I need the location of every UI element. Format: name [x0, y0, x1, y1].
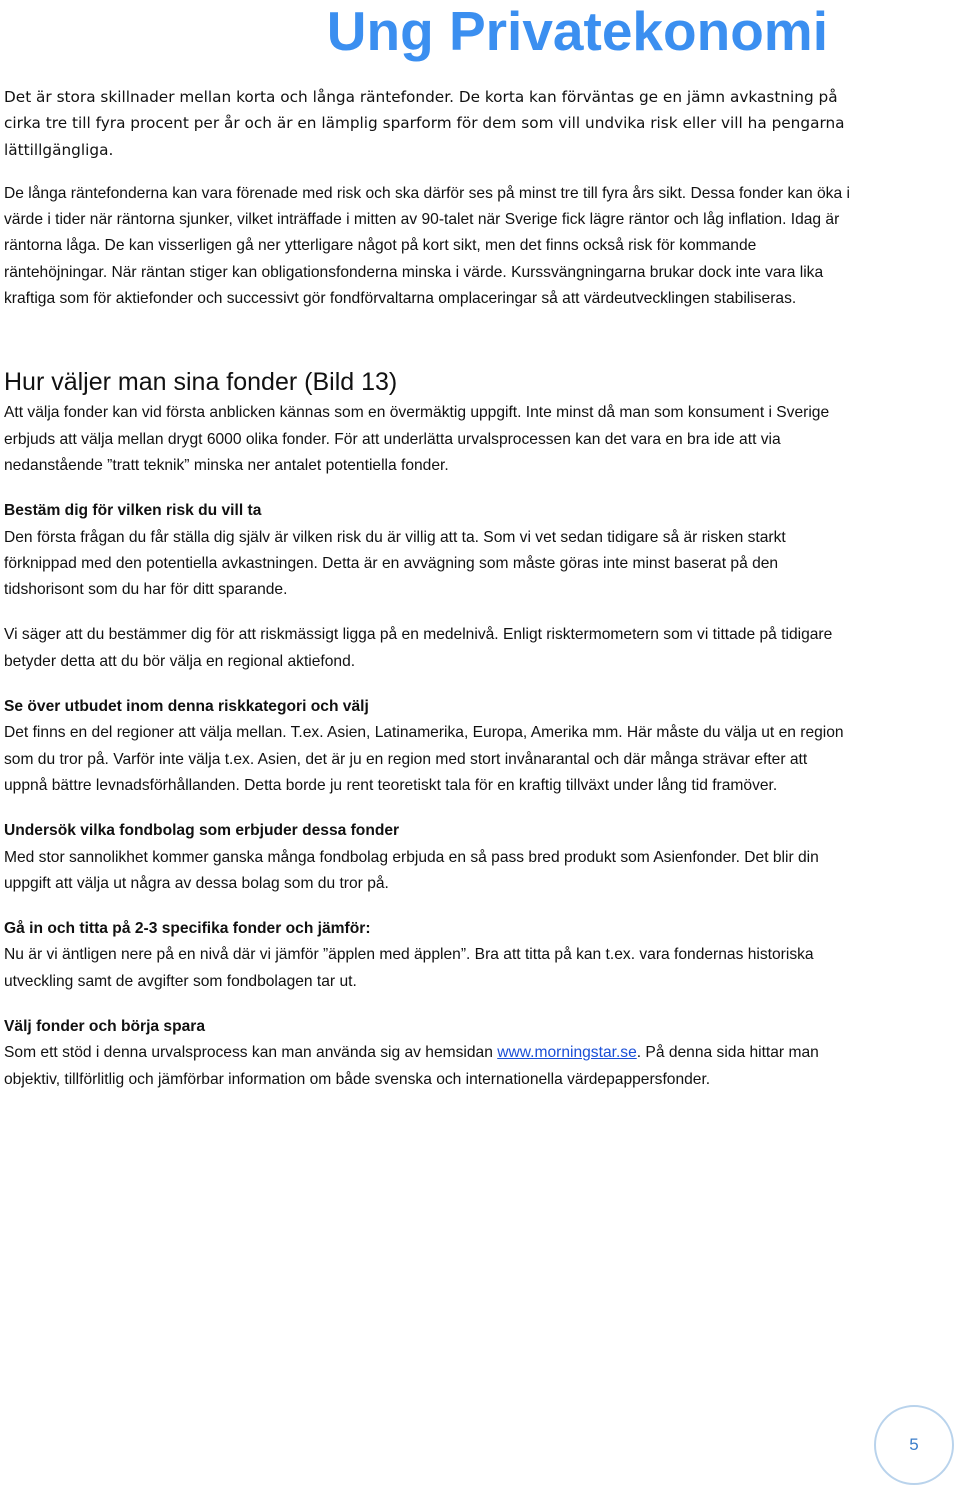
page-number: 5 — [909, 1435, 919, 1454]
step-1-text-2: Vi säger att du bestämmer dig för att riskmässigt ligga på en medelnivå. Enligt risktermometern som vi tittade på tidigare betyder detta att du bör välja en regional aktiefond. — [4, 626, 833, 670]
paragraph-short-vs-long-funds: Det är stora skillnader mellan korta och långa räntefonder. De korta kan förväntas ge en jämn avkastning på cirka tre till fyra procent per år och är en lämplig sparform för dem som vill undvika risk eller vill ha pengarna lättillgängliga. — [4, 88, 845, 159]
brand-logo-text: Ung Privatekonomi — [326, 0, 828, 62]
document-body — [4, 84, 854, 1093]
step-5-title: Välj fonder och börja spara — [4, 1018, 206, 1036]
step-1-text: Den första frågan du får ställa dig själv är vilken risk du är villig att ta. Som vi vet sedan tidigare så är risken starkt förknippad med den potentiella avkastningen. Detta är en avvägning som måste göras inte minst baserat på den tidshorisont som du har för ditt sparande. — [4, 528, 786, 599]
section-heading: Hur väljer man sina fonder (Bild 13) — [4, 368, 398, 397]
page-number-badge — [874, 1405, 954, 1485]
section-intro: Att välja fonder kan vid första anblicken kännas som en övermäktig uppgift. Inte minst då man som konsument i Sverige erbjuds att välja mellan drygt 6000 olika fonder. För att underlätta urvalsprocessen kan det vara en bra ide att via nedanstående ”tratt teknik” minska ner antalet potentiella fonder. — [4, 404, 830, 474]
step-4-title: Gå in och titta på 2-3 specifika fonder och jämför: — [4, 920, 371, 938]
step-3-text: Med stor sannolikhet kommer ganska många fondbolag erbjuda en så pass bred produkt som Asienfonder. Det blir din uppgift att välja ut några av dessa bolag som du tror på. — [4, 848, 819, 892]
morningstar-link[interactable]: www.morningstar.se — [497, 1044, 637, 1062]
paragraph-long-interest-funds: De långa räntefonderna kan vara förenade med risk och ska därför ses på minst tre till fyra års sikt. Dessa fonder kan öka i värde i tider när räntorna sjunker, vilket inträffade i mitten av 90-talet när Sverige fick lägre räntor och låg inflation. Idag är räntorna låga. De kan visserligen gå ner ytterligare något på kort sikt, men det finns också risk för kommande räntehöjningar. När räntan stiger kan obligationsfonderna minska i värde. Kurssvängningarna brukar dock inte vara lika kraftiga som för aktiefonder och successivt gör fondförvaltarna omplaceringar så att värdeutvecklingen stabiliseras. — [4, 184, 850, 308]
step-4-text: Nu är vi äntligen nere på en nivå där vi jämför ”äpplen med äpplen”. Bra att titta på kan t.ex. vara fondernas historiska utveckling samt de avgifter som fondbolagen tar ut. — [4, 946, 814, 990]
step-5-text-after: . På denna sida hittar man objektiv, tillförlitlig och jämförbar information om både svenska och internationella värdepappersfonder. — [4, 1044, 819, 1088]
step-2-text: Det finns en del regioner att välja mellan. T.ex. Asien, Latinamerika, Europa, Amerika mm. Här måste du välja ut en region som du tror på. Varför inte välja t.ex. Asien, det är ju en region med stort invånarantal och där många strävar efter att uppnå bättre levnadsförhållanden. Detta borde ju rent teoretiskt tala för en kraftig tillväxt under lång tid framöver. — [4, 724, 844, 794]
step-5-text — [4, 1040, 854, 1093]
step-5-text-before: Som ett stöd i denna urvalsprocess kan man använda sig av hemsidan — [4, 1044, 498, 1062]
step-3-title: Undersök vilka fondbolag som erbjuder dessa fonder — [4, 822, 400, 840]
step-2-title: Se över utbudet inom denna riskkategori och välj — [4, 698, 369, 716]
step-1-title: Bestäm dig för vilken risk du vill ta — [4, 502, 262, 520]
